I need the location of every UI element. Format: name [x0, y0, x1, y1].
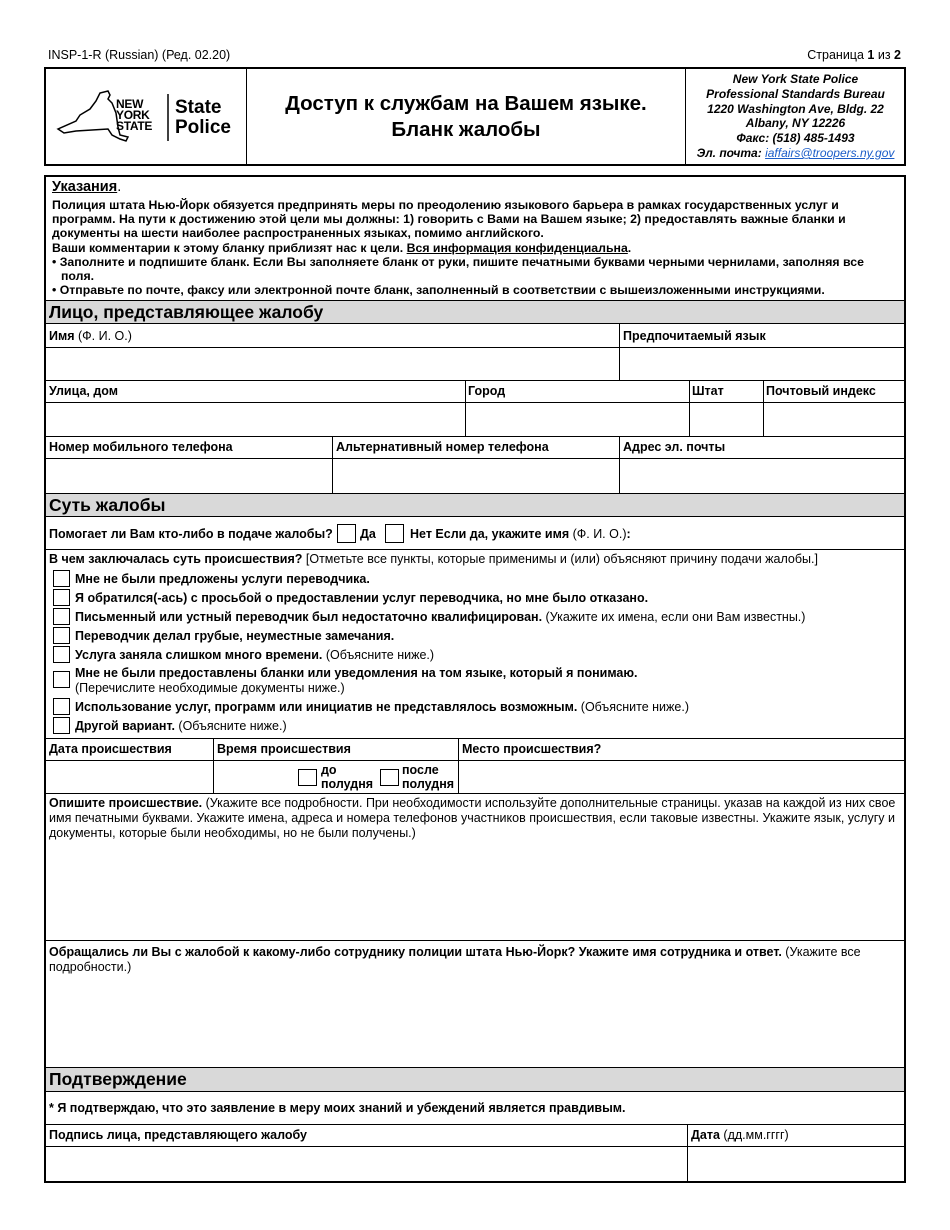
option-8-text: Другой вариант.: [75, 719, 175, 733]
instructions-heading-dot: .: [117, 179, 122, 195]
contact-email-link[interactable]: iaffairs@troopers.ny.gov: [765, 145, 895, 160]
help-no-label: Нет: [410, 527, 432, 541]
am-label-line2: полудня: [321, 777, 374, 791]
sign-date-input[interactable]: [689, 1147, 902, 1179]
option-5-text: Услуга заняла слишком много времени.: [75, 648, 323, 662]
confirmation-statement: * Я подтверждаю, что это заявление в меру моих знаний и убеждений является правдивым.: [49, 1101, 626, 1115]
option-6-text: Мне не были предоставлены бланки или уведомления на том языке, который я понимаю.: [75, 666, 638, 680]
name-input[interactable]: [47, 348, 617, 379]
contact-block: [687, 72, 904, 161]
state-input[interactable]: [691, 403, 761, 435]
help-no-row: [410, 527, 631, 541]
describe-textarea[interactable]: [47, 842, 902, 938]
zip-label: Почтовый индекс: [766, 384, 876, 398]
complainant-section-heading: Лицо, представляющее жалобу: [46, 300, 904, 324]
option-8-label: [75, 719, 287, 733]
option-1-checkbox[interactable]: [53, 570, 70, 587]
complaint-section-heading: Суть жалобы: [46, 493, 904, 517]
instructions-para2-c: .: [627, 240, 632, 255]
option-6-checkbox[interactable]: [53, 671, 70, 688]
option-1-label: [75, 572, 370, 586]
what-hint: [Отметьте все пункты, которые применимы и (или) объясняют причину подачи жалобы.]: [302, 552, 818, 566]
am-label: [321, 763, 373, 791]
page-number: 1: [867, 48, 875, 62]
instructions-bullet2: • Отправьте по почте, факсу или электронной почте бланк, заполненный в соответствии с вышеизложенными инструкциями.: [52, 283, 825, 298]
pm-label-line2: полудня: [402, 777, 455, 791]
option-2-text: Я обратился(-ась) с просьбой о предоставлении услуг переводчика, но мне было отказано.: [75, 591, 649, 605]
title-line-1: Доступ к службам на Вашем языке.: [285, 92, 647, 115]
contact-address2: Albany, NY 12226: [745, 116, 846, 131]
logo-brand-police: Police: [175, 117, 231, 138]
instructions-heading: [52, 179, 121, 195]
describe-label-bold: Опишите происшествие.: [49, 796, 203, 810]
title-line-2: Бланк жалобы: [391, 118, 541, 141]
option-3-hint: (Укажите их имена, если они Вам известны.): [542, 610, 806, 624]
sign-date-label-text: Дата: [691, 1128, 720, 1142]
incident-date-input[interactable]: [47, 761, 211, 792]
help-no-checkbox[interactable]: [385, 524, 404, 543]
if-yes-label: Если да, укажите имя: [431, 527, 570, 541]
email-input[interactable]: [621, 459, 902, 492]
option-5-label: [75, 648, 434, 662]
form-title: [247, 69, 686, 164]
option-6-hint: (Перечислите необходимые документы ниже.): [75, 681, 345, 695]
option-3-text: Письменный или устный переводчик был недостаточно квалифицирован.: [75, 610, 543, 624]
sign-date-hint: (дд.мм.гггг): [719, 1128, 789, 1142]
contacted-label: [49, 945, 899, 975]
sign-date-label: [691, 1128, 789, 1142]
page-label: Страница: [807, 48, 864, 62]
contact-address1: 1220 Washington Ave, Bldg. 22: [707, 101, 884, 116]
option-5-checkbox[interactable]: [53, 646, 70, 663]
complaint-form: [44, 175, 906, 1183]
logo-brand-state: State: [175, 97, 222, 118]
option-7-hint: (Объясните ниже.): [577, 700, 689, 714]
pm-label: [402, 763, 454, 791]
email-label: Адрес эл. почты: [623, 440, 726, 454]
logo-line-state: STATE: [116, 119, 153, 133]
pm-label-line1: после: [402, 763, 439, 777]
contacted-hint: (Укажите все подробности.): [49, 945, 861, 974]
instructions-body: [52, 198, 896, 297]
describe-hint: (Укажите все подробности. При необходимости используйте дополнительные страницы. указав на каждой из них свое имя печатными буквами. Укажите имена, адреса и номера телефонов участников происшествия, если таковые известны. Укажите язык, услугу и документы, которые были необходимы, но не были получены.): [49, 796, 896, 840]
option-4-checkbox[interactable]: [53, 627, 70, 644]
what-question: В чем заключалась суть происшествия?: [49, 552, 303, 566]
name-label: [49, 329, 132, 343]
confirmation-section-heading: Подтверждение: [46, 1067, 904, 1092]
page-total: 2: [894, 48, 901, 62]
instructions-bullet1: • Заполните и подпишите бланк. Если Вы заполняете бланк от руки, пишите печатными буквами черными чернилами, заполняя все поля.: [52, 254, 864, 284]
language-label: Предпочитаемый язык: [623, 329, 766, 343]
logo-line-york: YORK: [116, 108, 150, 122]
helper-name-input[interactable]: [641, 519, 901, 547]
option-2-checkbox[interactable]: [53, 589, 70, 606]
city-input[interactable]: [467, 403, 687, 435]
describe-label: [49, 796, 899, 841]
option-2-label: [75, 591, 648, 605]
alt-phone-label: Альтернативный номер телефона: [336, 440, 549, 454]
contact-email-row: [687, 146, 904, 161]
contact-fax: Факс: (518) 485-1493: [736, 131, 855, 146]
am-label-line1: до: [321, 763, 337, 777]
contacted-label-bold: Обращались ли Вы с жалобой к какому-либо сотруднику полиции штата Нью-Йорк? Укажите имя сотрудника и ответ.: [49, 945, 782, 959]
instructions-confidential: Вся информация конфиденциальна: [406, 240, 628, 255]
contact-org: New York State Police: [732, 72, 859, 86]
option-3-label: [75, 610, 805, 624]
logo-line-new: NEW: [116, 97, 144, 111]
incident-date-label: Дата происшествия: [49, 742, 172, 756]
option-1-text: Мне не были предложены услуги переводчика.: [75, 572, 370, 586]
zip-input[interactable]: [765, 403, 902, 435]
instructions-para2: [52, 241, 896, 255]
street-input[interactable]: [47, 403, 463, 435]
mobile-label: Номер мобильного телефона: [49, 440, 233, 454]
option-4-text: Переводчик делал грубые, неуместные замечания.: [75, 629, 395, 643]
form-code: INSP-1-R (Russian) (Ред. 02.20): [48, 48, 231, 62]
contacted-textarea[interactable]: [47, 977, 902, 1065]
contact-email-label: Эл. почта:: [696, 145, 762, 160]
option-8-checkbox[interactable]: [53, 717, 70, 734]
alt-phone-input[interactable]: [334, 459, 617, 492]
help-yes-label: Да: [360, 527, 376, 541]
contact-bureau: Professional Standards Bureau: [706, 86, 885, 101]
instructions-para2-a: Ваши комментарии к этому бланку приблизят нас к цели.: [52, 240, 407, 255]
option-7-checkbox[interactable]: [53, 698, 70, 715]
page-indicator: [807, 48, 901, 62]
language-input[interactable]: [621, 348, 902, 379]
nysp-logo: [46, 69, 247, 164]
option-6-label: [75, 666, 638, 680]
street-label: Улица, дом: [49, 384, 119, 398]
option-7-label: [75, 700, 689, 714]
incident-place-label: Место происшествия?: [462, 742, 602, 756]
option-7-text: Использование услуг, программ или инициатив не представлялось возможным.: [75, 700, 578, 714]
option-8-hint: (Объясните ниже.): [174, 719, 287, 733]
incident-time-label: Время происшествия: [217, 742, 351, 756]
option-5-hint: (Объясните ниже.): [322, 648, 435, 662]
signature-label: Подпись лица, представляющего жалобу: [49, 1128, 307, 1142]
incident-place-input[interactable]: [460, 761, 902, 792]
if-yes-hint: (Ф. И. О.): [569, 527, 627, 541]
option-4-label: [75, 629, 394, 643]
mobile-input[interactable]: [47, 459, 330, 492]
name-hint: (Ф. И. О.): [74, 329, 132, 343]
instructions-para1: Полиция штата Нью-Йорк обязуется предпринять меры по преодолению языкового барьера в рамках государственных услуг и программ. На пути к достижению этой цели мы должны: 1) говорить с Вами на Вашем языке; 2) предоставлять важные бланки и документы на шести наиболее распространенных языках, помимо английского.: [52, 198, 846, 241]
name-label-text: Имя: [49, 329, 75, 343]
instructions-heading-text: Указания: [52, 179, 118, 195]
help-question: Помогает ли Вам кто-либо в подаче жалобы?: [49, 527, 333, 541]
form-header: [44, 67, 906, 166]
city-label: Город: [468, 384, 506, 398]
pm-checkbox[interactable]: [380, 769, 399, 786]
if-yes-colon: :: [626, 527, 631, 541]
signature-input[interactable]: [47, 1147, 685, 1179]
am-checkbox[interactable]: [298, 769, 317, 786]
help-yes-checkbox[interactable]: [337, 524, 356, 543]
page-of: из: [877, 48, 891, 62]
state-label: Штат: [692, 384, 724, 398]
option-3-checkbox[interactable]: [53, 608, 70, 625]
what-question-row: [49, 552, 818, 566]
